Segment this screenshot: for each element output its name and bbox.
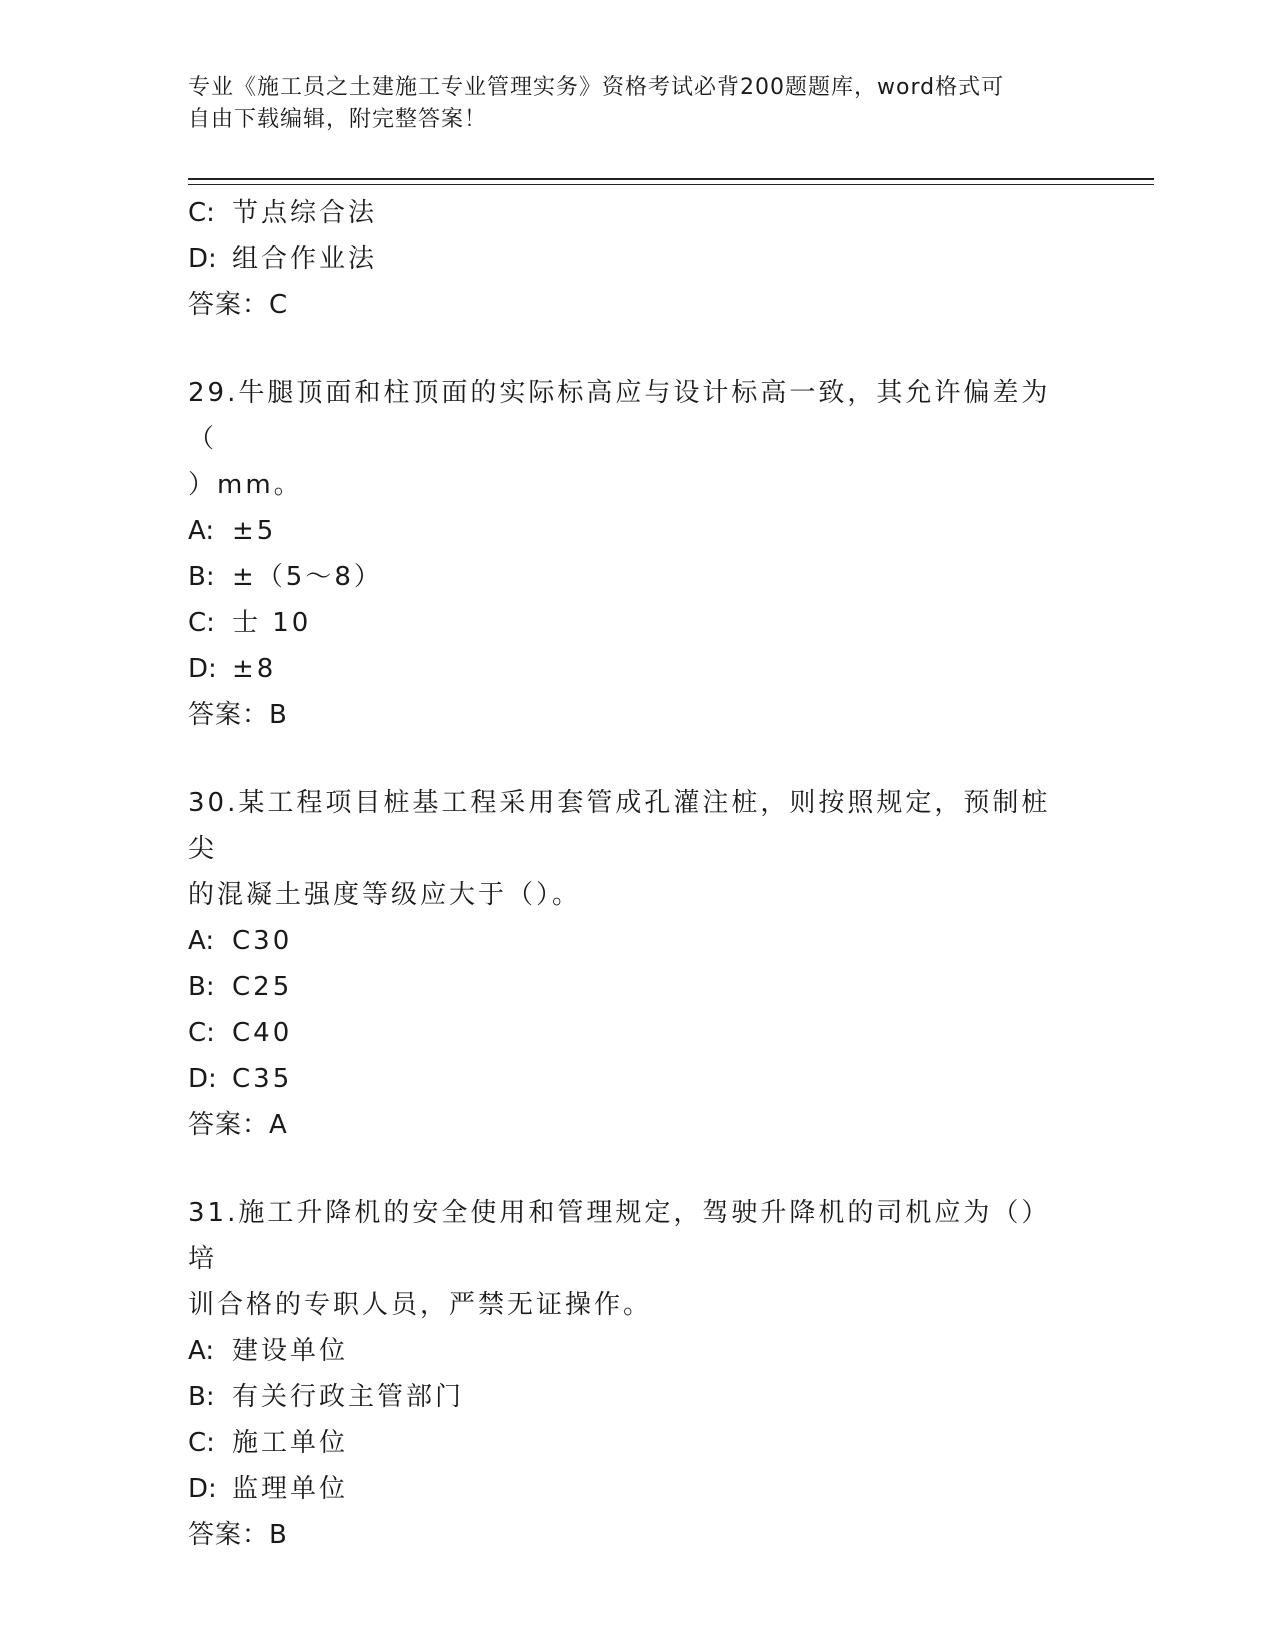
header-divider-thick [188,178,1154,180]
option-label: A: [188,926,215,956]
option-text: C30 [232,926,293,956]
option-text: 建设单位 [232,1336,349,1366]
option-a [188,508,1088,554]
option-label: B: [188,562,215,592]
option-label: D: [188,654,217,684]
option-text: 组合作业法 [232,244,378,274]
option-label: C: [188,198,215,228]
option-c [188,1420,1088,1466]
question-block-28 [188,190,1088,328]
option-text: 施工单位 [232,1428,349,1458]
stem-line: 29.牛腿顶面和柱顶面的实际标高应与设计标高一致，其允许偏差为（ [188,378,1051,454]
document-header [188,72,1068,136]
option-text: C25 [232,972,293,1002]
question-block-29 [188,370,1088,738]
option-d [188,236,1088,282]
option-text: C40 [232,1018,293,1048]
answer-line: 答案：B [188,700,288,730]
option-b [188,1374,1088,1420]
option-d [188,646,1088,692]
option-text: 有关行政主管部门 [232,1382,465,1412]
option-c [188,600,1088,646]
option-label: D: [188,1064,217,1094]
option-text: ±（5～8） [232,562,383,592]
question-content [188,190,1088,1558]
option-label: D: [188,1474,217,1504]
option-label: A: [188,516,215,546]
option-text: 节点综合法 [232,198,378,228]
option-a [188,1328,1088,1374]
option-label: B: [188,972,215,1002]
option-b [188,554,1088,600]
option-label: B: [188,1382,215,1412]
option-a [188,918,1088,964]
stem-line: 的混凝土强度等级应大于（）。 [188,880,582,910]
stem-line: ）mm。 [188,470,303,500]
option-label: D: [188,244,217,274]
question-stem [188,780,1068,918]
option-text: 监理单位 [232,1474,349,1504]
answer-line: 答案：B [188,1520,288,1550]
option-label: C: [188,1018,215,1048]
header-divider-thin [188,184,1154,185]
stem-line: 31.施工升降机的安全使用和管理规定，驾驶升降机的司机应为（）培 [188,1198,1051,1274]
option-d [188,1466,1088,1512]
stem-line: 30.某工程项目桩基工程采用套管成孔灌注桩，则按照规定，预制桩尖 [188,788,1051,864]
option-text: ±8 [232,654,277,684]
option-label: C: [188,608,215,638]
option-text: ±5 [232,516,277,546]
question-stem [188,370,1068,508]
question-block-31 [188,1190,1088,1558]
question-block-30 [188,780,1088,1148]
option-d [188,1056,1088,1102]
option-c [188,190,1088,236]
option-b [188,964,1088,1010]
question-stem [188,1190,1068,1328]
answer-line: 答案：A [188,1110,288,1140]
option-text: C35 [232,1064,293,1094]
stem-line: 训合格的专职人员，严禁无证操作。 [188,1290,653,1320]
option-text: 士 10 [232,608,312,638]
option-c [188,1010,1088,1056]
header-line-1: 专业《施工员之土建施工专业管理实务》资格考试必背200题题库，word格式可 [188,75,1005,100]
option-label: C: [188,1428,215,1458]
answer-line: 答案：C [188,290,289,320]
option-label: A: [188,1336,215,1366]
header-line-2: 自由下载编辑，附完整答案！ [188,107,488,132]
